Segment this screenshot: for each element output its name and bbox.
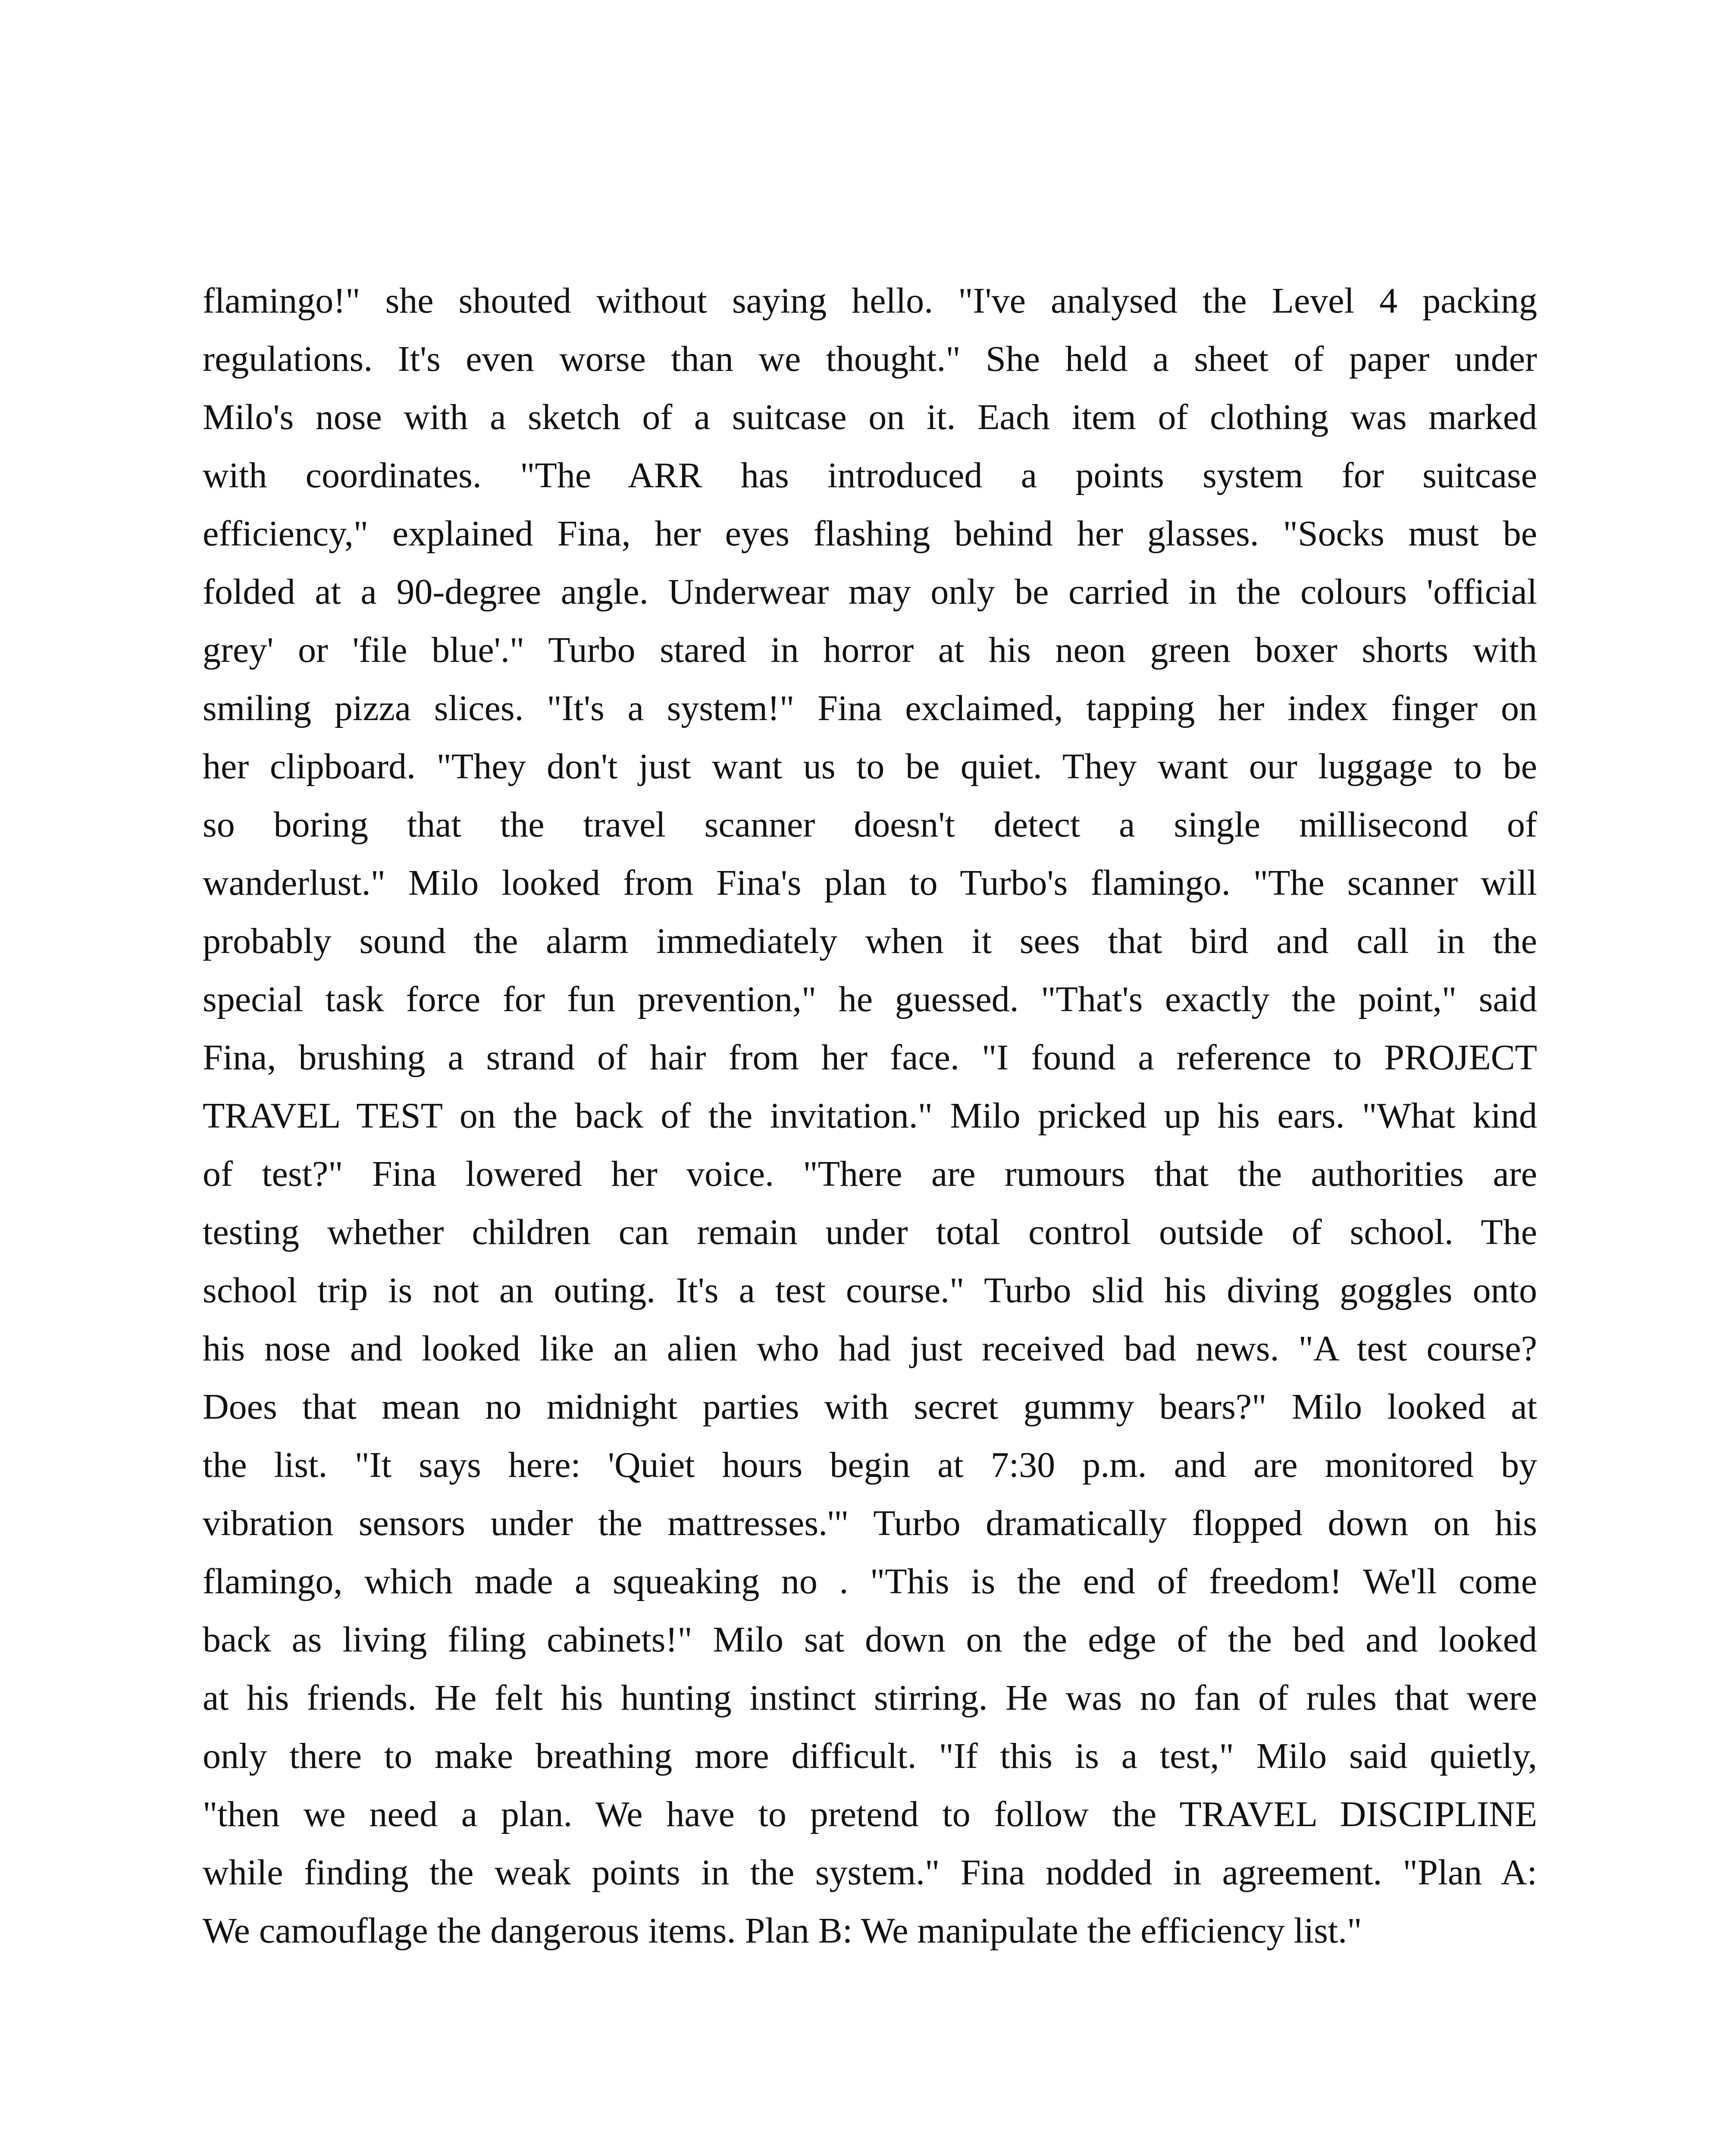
text-line: so boring that the travel scanner doesn't detect a single millisecond of bbox=[203, 805, 1537, 845]
text-line: probably sound the alarm immediately when it sees that bird and call in the bbox=[203, 921, 1537, 961]
text-line: "then we need a plan. We have to pretend to follow the TRAVEL DISCIPLINE bbox=[203, 1794, 1537, 1834]
text-line: folded at a 90-degree angle. Underwear may only be carried in the colours 'official bbox=[203, 572, 1537, 612]
text-line: with coordinates. "The ARR has introduced a points system for suitcase bbox=[203, 455, 1537, 495]
text-line: flamingo, which made a squeaking no . "This is the end of freedom! We'll come bbox=[203, 1561, 1537, 1601]
text-line: testing whether children can remain under total control outside of school. The bbox=[203, 1212, 1537, 1252]
text-line: Milo's nose with a sketch of a suitcase on it. Each item of clothing was marked bbox=[203, 397, 1537, 437]
text-line: grey' or 'file blue'." Turbo stared in horror at his neon green boxer shorts with bbox=[203, 630, 1537, 670]
text-line: only there to make breathing more difficult. "If this is a test," Milo said quietly, bbox=[203, 1736, 1537, 1776]
text-line: her clipboard. "They don't just want us to be quiet. They want our luggage to be bbox=[203, 746, 1537, 787]
text-line: We camouflage the dangerous items. Plan B: We manipulate the efficiency list." bbox=[203, 1911, 1362, 1951]
text-line: flamingo!" she shouted without saying hello. "I've analysed the Level 4 packing bbox=[203, 281, 1537, 321]
text-line: TRAVEL TEST on the back of the invitation." Milo pricked up his ears. "What kind bbox=[203, 1096, 1537, 1136]
text-line: vibration sensors under the mattresses.'" Turbo dramatically flopped down on his bbox=[203, 1503, 1537, 1543]
text-line: wanderlust." Milo looked from Fina's plan to Turbo's flamingo. "The scanner will bbox=[203, 863, 1537, 903]
text-line: special task force for fun prevention," he guessed. "That's exactly the point," said bbox=[203, 979, 1537, 1019]
text-line: at his friends. He felt his hunting instinct stirring. He was no fan of rules that were bbox=[203, 1678, 1537, 1718]
body-paragraph bbox=[203, 272, 1537, 1960]
text-line: his nose and looked like an alien who had just received bad news. "A test course? bbox=[203, 1329, 1537, 1369]
text-line: back as living filing cabinets!" Milo sat down on the edge of the bed and looked bbox=[203, 1620, 1537, 1660]
text-line: Does that mean no midnight parties with secret gummy bears?" Milo looked at bbox=[203, 1387, 1537, 1427]
text-line: regulations. It's even worse than we thought." She held a sheet of paper under bbox=[203, 339, 1537, 379]
text-line: the list. "It says here: 'Quiet hours begin at 7:30 p.m. and are monitored by bbox=[203, 1445, 1537, 1485]
text-line: while finding the weak points in the system." Fina nodded in agreement. "Plan A: bbox=[203, 1852, 1537, 1893]
text-line: Fina, brushing a strand of hair from her face. "I found a reference to PROJECT bbox=[203, 1037, 1537, 1078]
text-line: school trip is not an outing. It's a test course." Turbo slid his diving goggles onto bbox=[203, 1270, 1537, 1310]
text-line: smiling pizza slices. "It's a system!" Fina exclaimed, tapping her index finger on bbox=[203, 688, 1537, 728]
text-line: of test?" Fina lowered her voice. "There are rumours that the authorities are bbox=[203, 1154, 1537, 1194]
text-line: efficiency," explained Fina, her eyes flashing behind her glasses. "Socks must be bbox=[203, 514, 1537, 554]
